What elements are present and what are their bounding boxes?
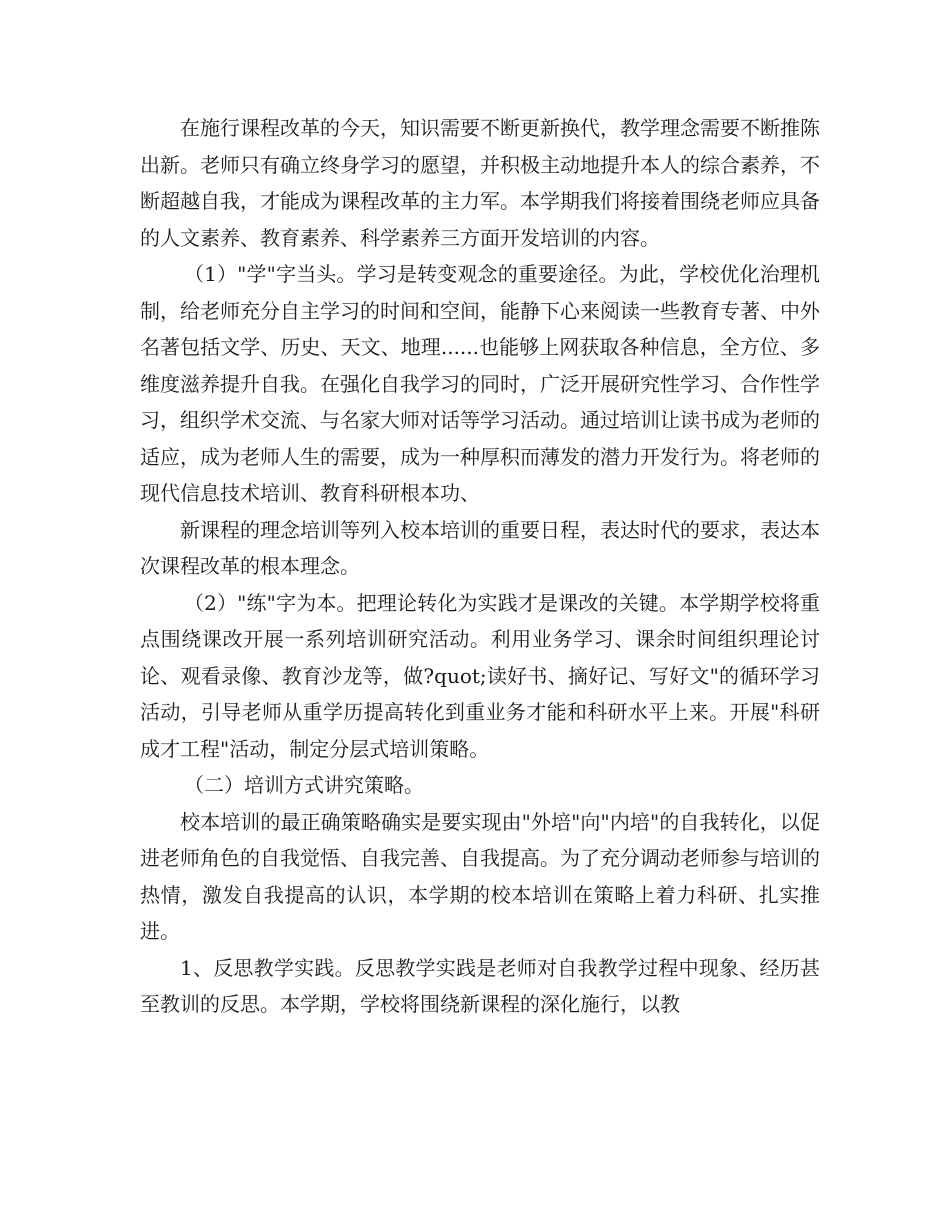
section-heading-training-methods: （二）培训方式讲究策略。 — [184, 773, 424, 797]
paragraph-practice: （2）"练"字为本。把理论转化为实践才是课改的关键。本学期学校将重点围绕课改开展一系列培训研究活动。利用业务学习、课余时间组织理论讨论、观看录像、教育沙龙等，做?quot;读好书、摘好记、写好文"的循环学习活动，引导老师从重学历提高转化到重业务才能和科研水平上来。开展"科研成才工程"活动，制定分层式培训策略。 — [140, 590, 820, 761]
paragraph-school-training: 校本培训的最正确策略确实是要实现由"外培"向"内培"的自我转化，以促进老师角色的自我觉悟、自我完善、自我提高。为了充分调动老师参与培训的热情，激发自我提高的认识，本学期的校本培训在策略上着力科研、扎实推进。 — [140, 809, 820, 943]
paragraph-intro: 在施行课程改革的今天，知识需要不断更新换代，教学理念需要不断推陈出新。老师只有确立终身学习的愿望，并积极主动地提升本人的综合素养，不断超越自我，才能成为课程改革的主力军。本学期我们将接着围绕老师应具备的人文素养、教育素养、科学素养三方面开发培训的内容。 — [140, 116, 820, 250]
paragraph-learning: （1）"学"字当头。学习是转变观念的重要途径。为此，学校优化治理机制，给老师充分自主学习的时间和空间，能静下心来阅读一些教育专著、中外名著包括文学、历史、天文、地理......也能够上网获取各种信息，全方位、多维度滋养提升自我。在强化自我学习的同时，广泛开展研究性学习、合作性学习，组织学术交流、与名家大师对话等学习活动。通过培训让读书成为老师的适应，成为老师人生的需要，成为一种厚积而薄发的潜力开发行为。将老师的现代信息技术培训、教育科研根本功、 — [140, 262, 820, 505]
paragraph-new-curriculum: 新课程的理念培训等列入校本培训的重要日程，表达时代的要求，表达本次课程改革的根本理念。 — [140, 517, 820, 578]
document-body — [140, 110, 820, 1023]
paragraph-reflection: 1、反思教学实践。反思教学实践是老师对自我教学过程中现象、经历甚至教训的反思。本学期，学校将围绕新课程的深化施行，以教 — [140, 955, 820, 1016]
